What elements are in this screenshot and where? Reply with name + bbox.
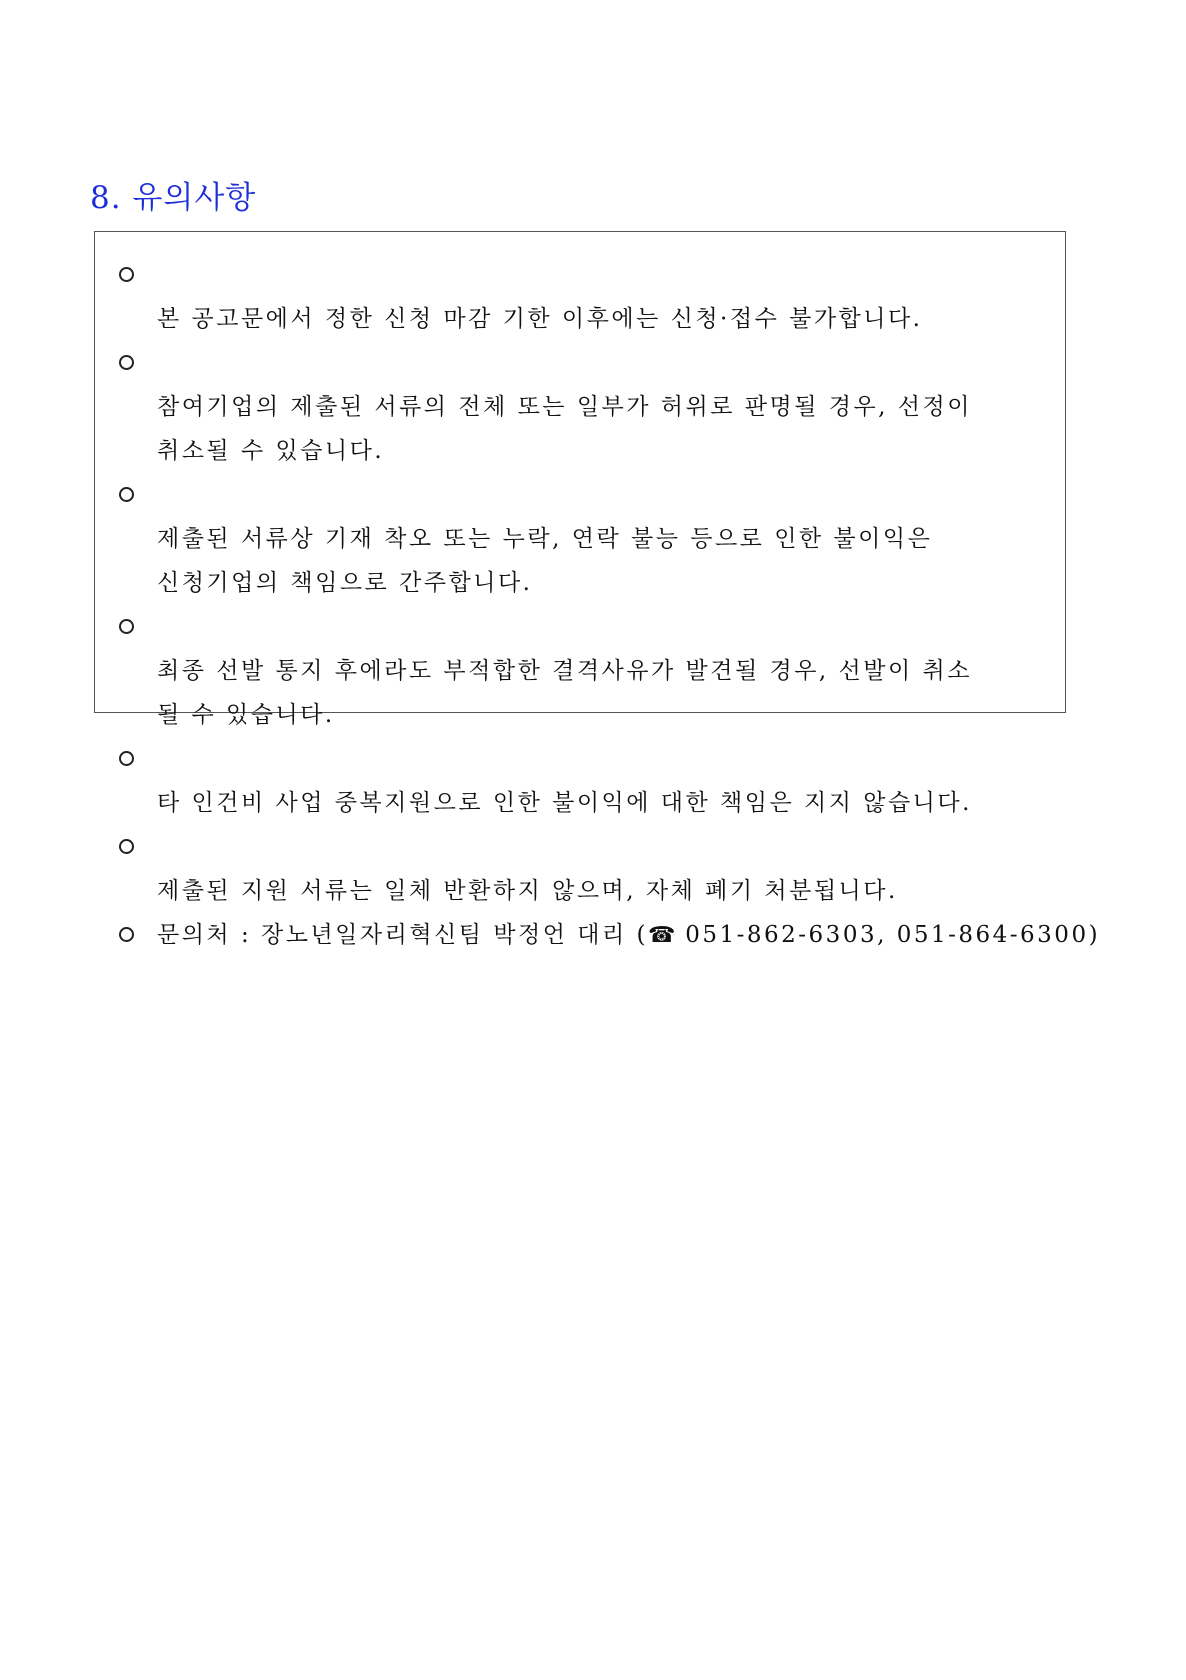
- list-item: [119, 341, 1059, 473]
- telephone-icon: ☎: [647, 923, 676, 948]
- list-item: [119, 253, 1059, 341]
- list-item: [119, 825, 1059, 913]
- notice-text: 참여기업의 제출된 서류의 전체 또는 일부가 허위로 판명될 경우, 선정이 취소될 수 있습니다.: [157, 394, 972, 464]
- notice-box: [94, 231, 1101, 948]
- circle-bullet-icon: [119, 839, 134, 854]
- notice-text: 제출된 서류상 기재 착오 또는 누락, 연락 불능 등으로 인한 불이익은 신청기업의 책임으로 간주합니다.: [157, 526, 933, 596]
- circle-bullet-icon: [119, 751, 134, 766]
- circle-bullet-icon: [119, 619, 134, 634]
- contact-item: [119, 913, 1101, 958]
- contact-label: 문의처 : 장노년일자리혁신팀 박정언 대리 (: [157, 922, 648, 948]
- circle-bullet-icon: [119, 487, 134, 502]
- notice-text: 제출된 지원 서류는 일체 반환하지 않으며, 자체 폐기 처분됩니다.: [157, 878, 898, 904]
- contact-numbers: 051-862-6303, 051-864-6300): [685, 922, 1101, 948]
- circle-bullet-icon: [119, 355, 134, 370]
- notice-list: [119, 253, 1101, 958]
- notice-text: 최종 선발 통지 후에라도 부적합한 결격사유가 발견될 경우, 선발이 취소 될 수 있습니다.: [157, 658, 972, 728]
- notice-text: 타 인건비 사업 중복지원으로 인한 불이익에 대한 책임은 지지 않습니다.: [157, 790, 972, 816]
- circle-bullet-icon: [119, 267, 134, 282]
- list-item: [119, 605, 1059, 737]
- list-item: [119, 473, 1059, 605]
- list-item: [119, 737, 1059, 825]
- notice-text: 본 공고문에서 정한 신청 마감 기한 이후에는 신청·접수 불가합니다.: [157, 306, 923, 332]
- section-title: 8. 유의사항: [90, 180, 257, 216]
- circle-bullet-icon: [119, 927, 134, 942]
